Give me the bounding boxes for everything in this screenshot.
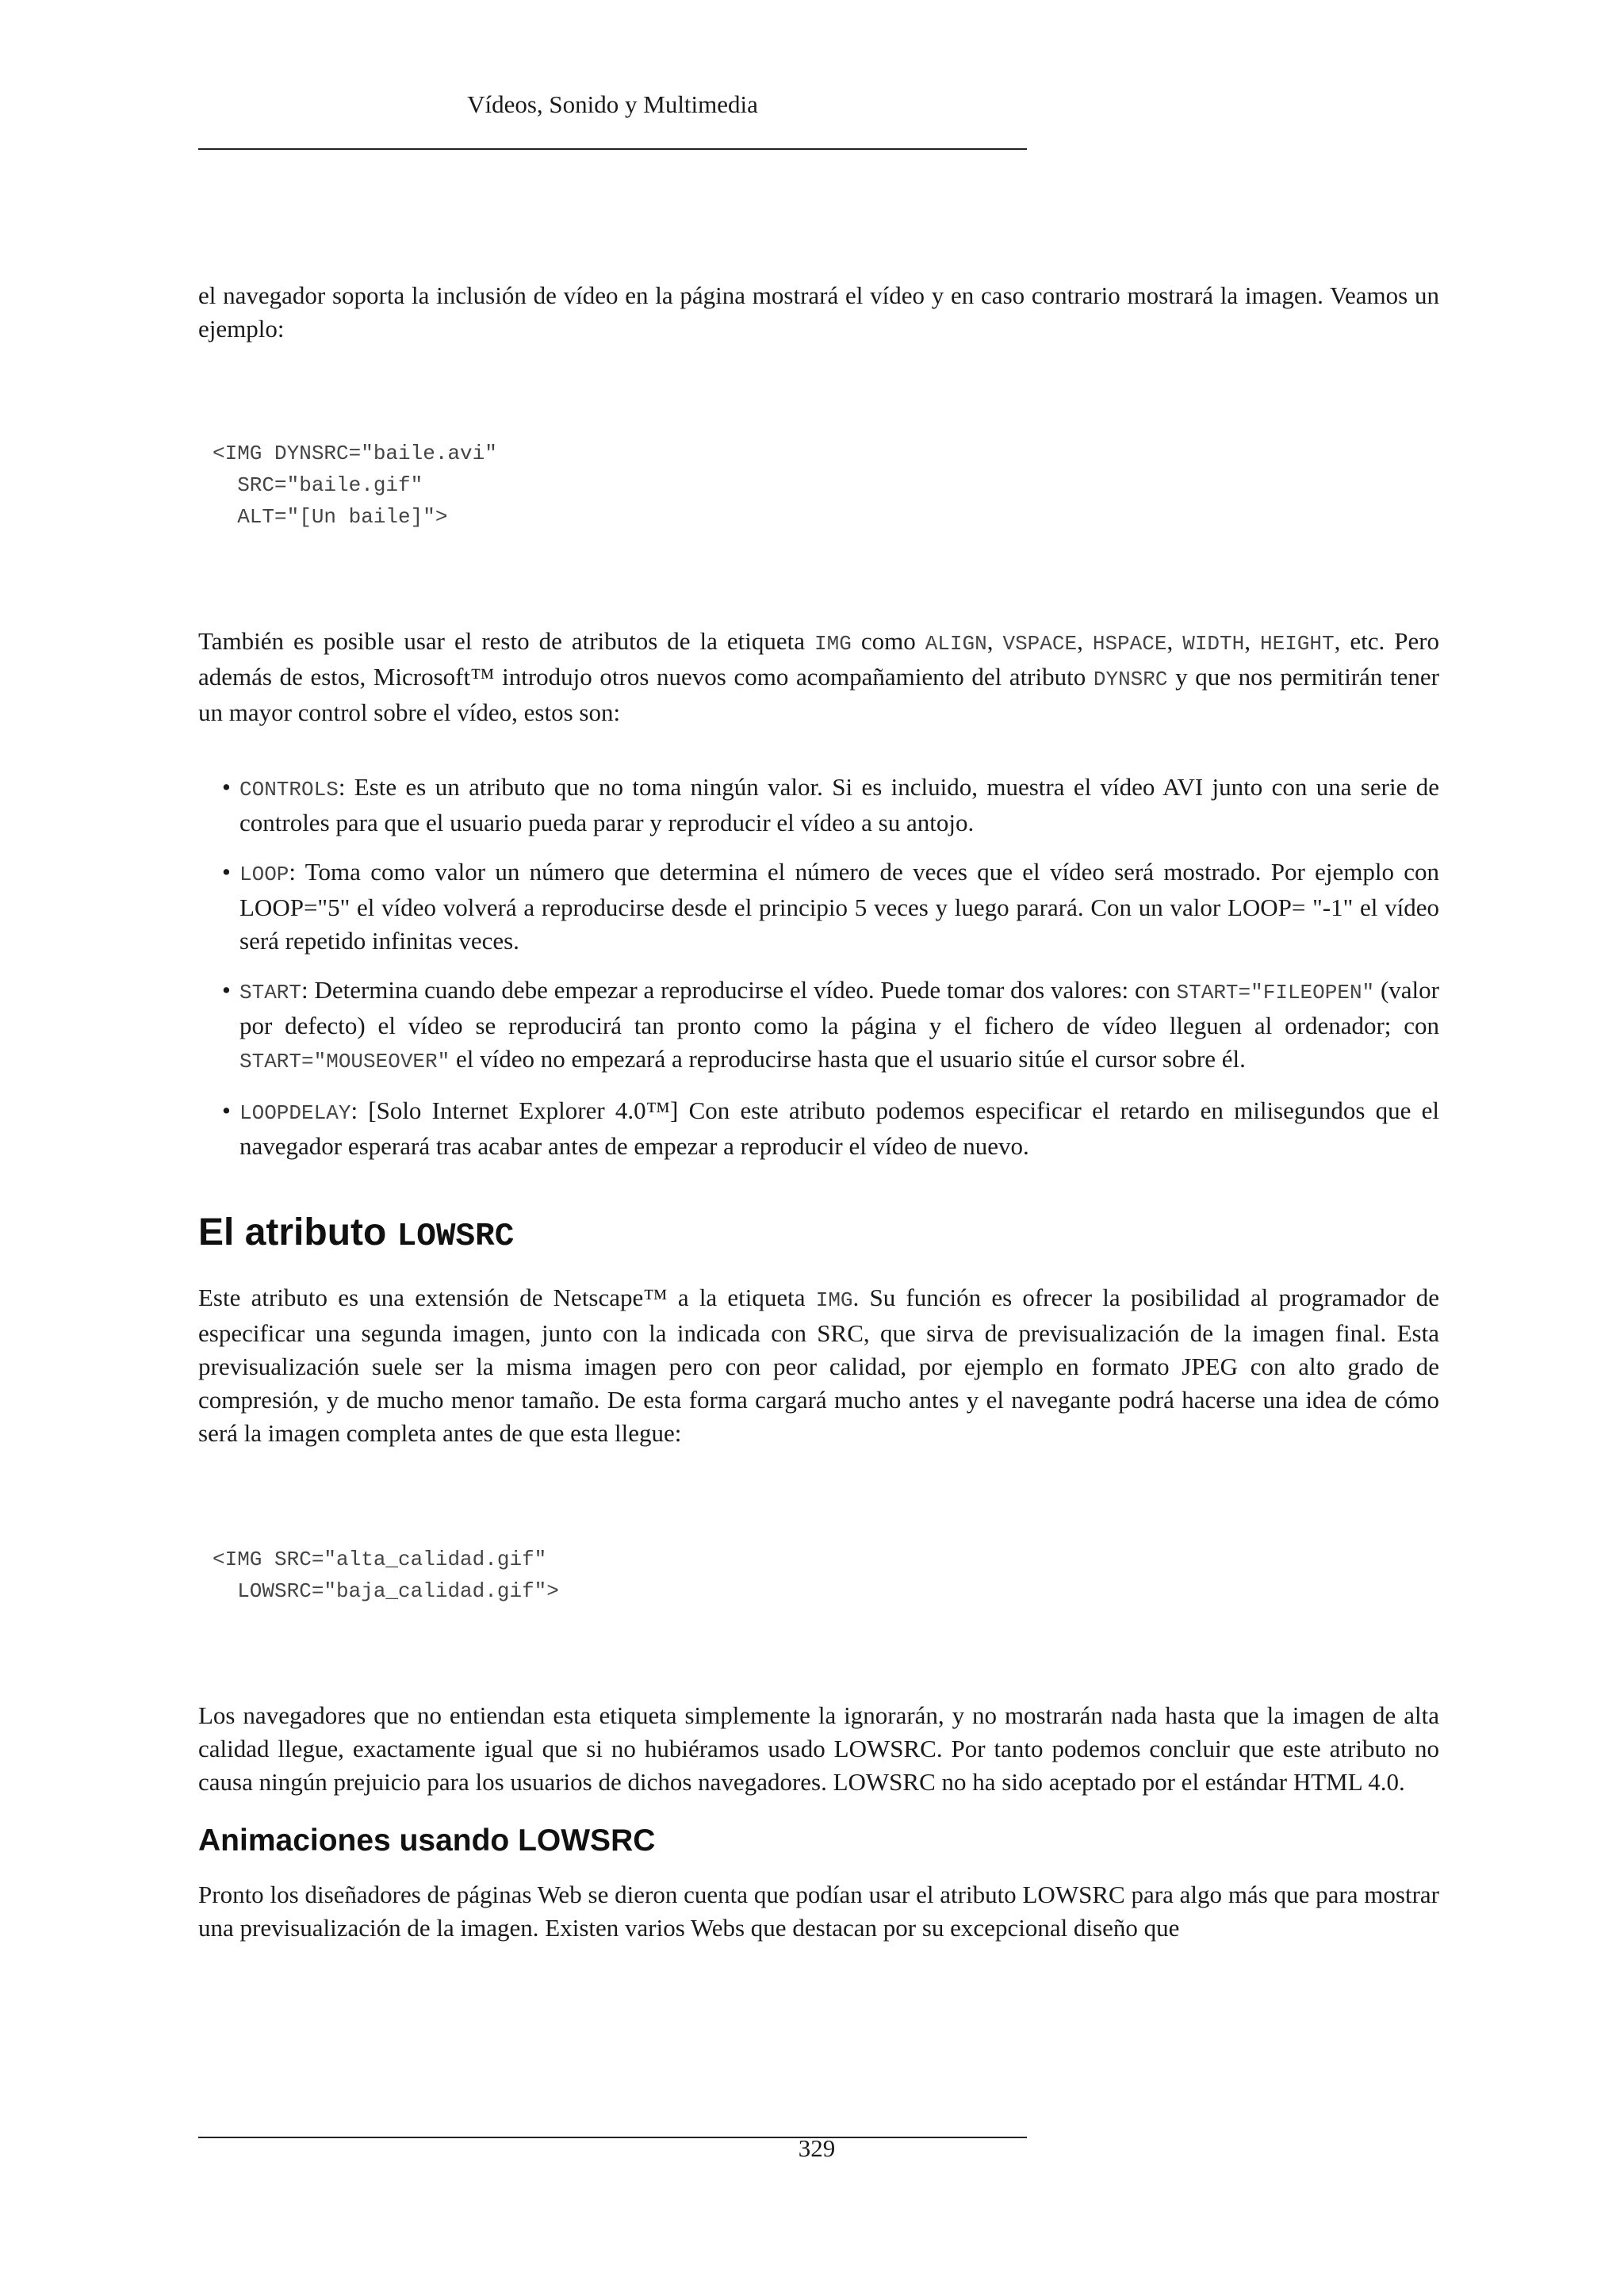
inline-code: START="MOUSEOVER" bbox=[239, 1050, 450, 1073]
inline-code: ALIGN bbox=[925, 632, 987, 656]
subsection-heading-animations: Animaciones usando LOWSRC bbox=[198, 1823, 656, 1858]
list-item-start bbox=[198, 974, 1439, 1078]
inline-code: LOOP bbox=[239, 863, 289, 886]
inline-code: START bbox=[239, 981, 302, 1004]
bullet-glyph: • bbox=[222, 773, 231, 801]
heading-code: LOWSRC bbox=[396, 1219, 515, 1255]
spacer bbox=[198, 1861, 1439, 1878]
list-item-controls bbox=[198, 771, 1439, 840]
attributes-paragraph bbox=[198, 625, 1439, 729]
running-header-title: Vídeos, Sonido y Multimedia bbox=[467, 90, 758, 118]
text-run: . Su función es ofrecer la posibilidad al programador de especificar una segunda imagen, junto con la indicada con SRC, que sirva de previsualización de la imagen final. Esta previsualización suele ser la misma imagen pero con peor calidad, por ejemplo en formato JPEG con alto grado de compresión, y de mucho menor tamaño. De esta forma cargará mucho antes y el navegante podrá hacerse una idea de cómo será la imagen completa antes de que esta llegue: bbox=[198, 1284, 1440, 1447]
inline-code: HEIGHT bbox=[1259, 632, 1335, 656]
text-run: , bbox=[1166, 627, 1183, 655]
spacer bbox=[198, 1450, 1439, 1544]
code-line: SRC="baile.gif" bbox=[213, 473, 423, 497]
lowsrc-paragraph-1 bbox=[198, 1281, 1439, 1450]
spacer bbox=[198, 533, 1439, 625]
inline-code: DYNSRC bbox=[1093, 668, 1168, 691]
code-line: <IMG DYNSRC="baile.avi" bbox=[213, 442, 497, 465]
intro-paragraph: el navegador soporta la inclusión de vídeo en la página mostrará el vídeo y en caso contrario mostrará la imagen. Veamos un ejemplo: bbox=[198, 281, 1439, 342]
spacer bbox=[198, 346, 1439, 438]
spacer bbox=[198, 1607, 1439, 1699]
text-run: : Este es un atributo que no toma ningún valor. Si es incluido, muestra el vídeo AVI junto con una serie de controles para que el usuario pueda parar y reproducir el vídeo a su antojo. bbox=[239, 773, 1439, 836]
code-example-dynsrc bbox=[198, 438, 1439, 533]
spacer bbox=[198, 1261, 1439, 1281]
text-run: También es posible usar el resto de atributos de la etiqueta bbox=[198, 627, 815, 655]
heading-text: El atributo bbox=[198, 1211, 397, 1253]
animations-paragraph: Pronto los diseñadores de páginas Web se dieron cuenta que podían usar el atributo LOWSRC para algo más que para mostrar una previsualización de la imagen. Existen varios Webs que destacan por su excepcional diseño que bbox=[198, 1881, 1439, 1942]
inline-code: IMG bbox=[814, 632, 852, 656]
bullet-glyph: • bbox=[222, 976, 231, 1004]
page-content bbox=[198, 279, 1439, 1945]
video-attribute-list bbox=[198, 771, 1439, 1163]
bullet-glyph: • bbox=[222, 1096, 231, 1124]
inline-code: CONTROLS bbox=[239, 778, 339, 802]
text-run: el vídeo no empezará a reproducirse hasta que el usuario sitúe el cursor sobre él. bbox=[450, 1045, 1246, 1073]
inline-code: IMG bbox=[815, 1288, 853, 1312]
inline-code: WIDTH bbox=[1182, 632, 1245, 656]
text-run: , bbox=[1077, 627, 1093, 655]
text-run: Este atributo es una extensión de Netscape™ a la etiqueta bbox=[198, 1284, 816, 1311]
inline-code: LOOPDELAY bbox=[239, 1101, 351, 1125]
text-run: : Determina cuando debe empezar a reproducirse el vídeo. Puede tomar dos valores: con bbox=[301, 976, 1177, 1004]
text-run: , etc. Pero además de estos, Microsoft™ introdujo otros nuevos como acompañamiento del atributo bbox=[198, 627, 1440, 691]
text-run: y que nos permitirán tener un mayor control sobre el vídeo, estos son: bbox=[198, 663, 1439, 726]
code-example-lowsrc bbox=[198, 1544, 1439, 1607]
spacer bbox=[198, 1163, 1439, 1209]
section-heading-lowsrc bbox=[198, 1209, 1439, 1261]
list-item-loopdelay bbox=[198, 1094, 1439, 1163]
text-run: , bbox=[986, 627, 1003, 655]
text-run: , bbox=[1244, 627, 1260, 655]
list-item-loop bbox=[198, 855, 1439, 958]
spacer bbox=[198, 729, 1439, 771]
text-run: : Toma como valor un número que determina el número de veces que el vídeo será mostrado. Por ejemplo con LOOP="5" el vídeo volverá a reproducirse desde el principio 5 veces y luego parará. Con un valor LOOP= "-1" el vídeo será repetido infinitas veces. bbox=[239, 858, 1439, 955]
lowsrc-paragraph-2: Los navegadores que no entiendan esta etiqueta simplemente la ignorarán, y no mostrarán nada hasta que la imagen de alta calidad llegue, exactamente igual que si no hubiéramos usado LOWSRC. Por tanto podemos concluir que este atributo no causa ningún prejuicio para los usuarios de dichos navegadores. LOWSRC no ha sido aceptado por el estándar HTML 4.0. bbox=[198, 1701, 1439, 1796]
inline-code: HSPACE bbox=[1092, 632, 1167, 656]
code-line: ALT="[Un baile]"> bbox=[213, 505, 448, 529]
bullet-glyph: • bbox=[222, 858, 231, 886]
page-number: 329 bbox=[798, 2134, 836, 2162]
inline-code: START="FILEOPEN" bbox=[1176, 981, 1375, 1004]
code-line: <IMG SRC="alta_calidad.gif" bbox=[213, 1548, 547, 1571]
text-run: como bbox=[851, 627, 925, 655]
spacer bbox=[198, 1799, 1439, 1821]
code-line: LOWSRC="baja_calidad.gif"> bbox=[213, 1579, 559, 1603]
text-run: : [Solo Internet Explorer 4.0™] Con este atributo podemos especificar el retardo en milisegundos que el navegador esperará tras acabar antes de empezar a reproducir el vídeo de nuevo. bbox=[239, 1096, 1439, 1160]
text-run: (valor por defecto) el vídeo se reproducirá tan pronto como la página y el fichero de vídeo lleguen al ordenador; con bbox=[239, 976, 1439, 1039]
inline-code: VSPACE bbox=[1002, 632, 1078, 656]
header-rule bbox=[198, 148, 1027, 150]
